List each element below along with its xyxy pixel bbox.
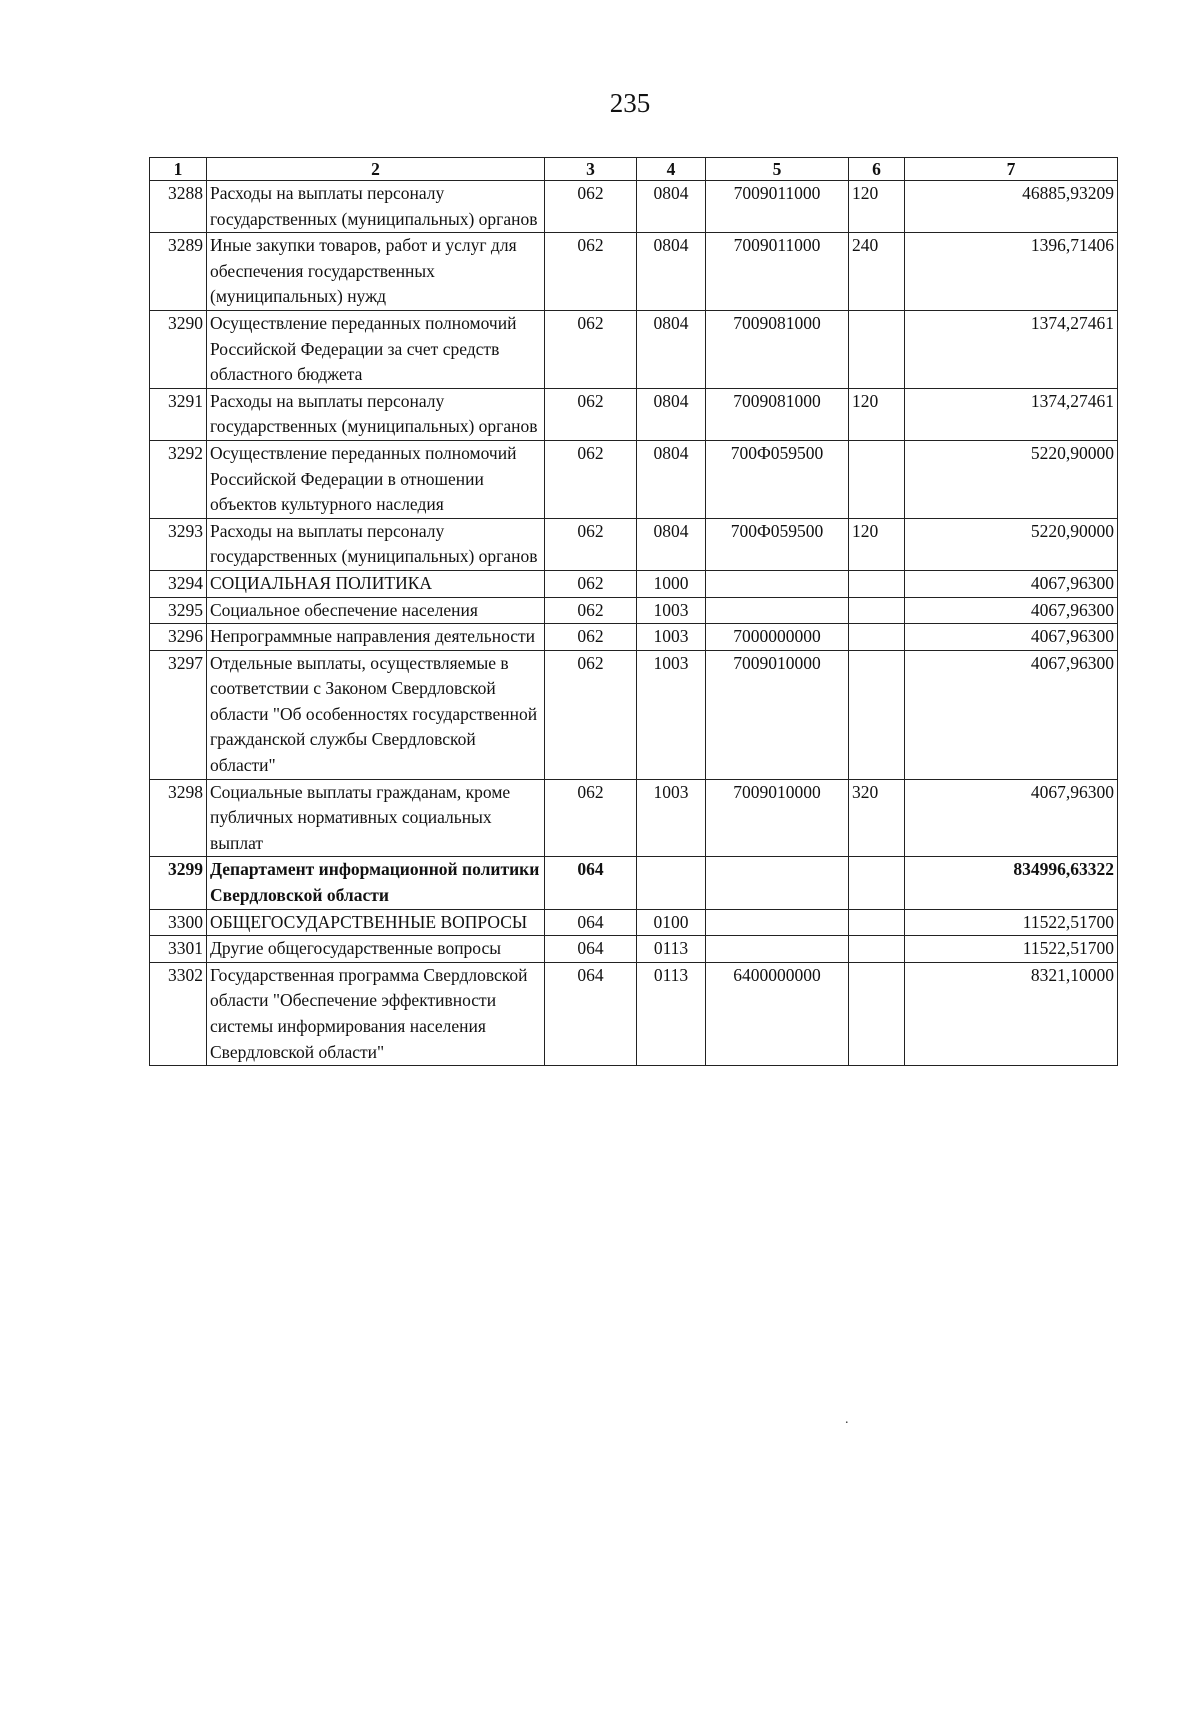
column-header: 6 (849, 158, 905, 181)
row-number: 3301 (150, 936, 207, 963)
code-6 (849, 624, 905, 651)
code-4: 1003 (637, 597, 706, 624)
table-row (150, 624, 1118, 651)
code-5: 6400000000 (706, 962, 849, 1065)
expense-name: Расходы на выплаты персоналу государственных (муниципальных) органов (207, 518, 545, 570)
code-3: 062 (545, 181, 637, 233)
row-number: 3300 (150, 909, 207, 936)
code-5: 7000000000 (706, 624, 849, 651)
code-5 (706, 857, 849, 909)
amount: 1374,27461 (905, 388, 1118, 440)
code-6 (849, 936, 905, 963)
amount: 4067,96300 (905, 597, 1118, 624)
amount: 11522,51700 (905, 936, 1118, 963)
amount: 46885,93209 (905, 181, 1118, 233)
code-6: 240 (849, 233, 905, 311)
amount: 4067,96300 (905, 779, 1118, 857)
table-row (150, 181, 1118, 233)
row-number: 3293 (150, 518, 207, 570)
amount: 11522,51700 (905, 909, 1118, 936)
code-3: 062 (545, 650, 637, 779)
amount: 8321,10000 (905, 962, 1118, 1065)
column-header: 4 (637, 158, 706, 181)
code-6: 120 (849, 388, 905, 440)
expense-name: Государственная программа Свердловской области "Обеспечение эффективности системы информирования населения Свердловской области" (207, 962, 545, 1065)
table-row (150, 597, 1118, 624)
code-3: 062 (545, 440, 637, 518)
expense-name: Осуществление переданных полномочий Российской Федерации в отношении объектов культурного наследия (207, 440, 545, 518)
expense-name: СОЦИАЛЬНАЯ ПОЛИТИКА (207, 570, 545, 597)
row-number: 3297 (150, 650, 207, 779)
code-3: 062 (545, 570, 637, 597)
row-number: 3290 (150, 310, 207, 388)
code-5 (706, 936, 849, 963)
table-row (150, 962, 1118, 1065)
code-6 (849, 310, 905, 388)
code-4 (637, 857, 706, 909)
amount: 4067,96300 (905, 650, 1118, 779)
code-5 (706, 570, 849, 597)
budget-table (149, 157, 1118, 1066)
code-5: 7009011000 (706, 233, 849, 311)
table-row (150, 310, 1118, 388)
stray-mark: . (845, 1412, 849, 1427)
code-4: 0100 (637, 909, 706, 936)
code-6 (849, 597, 905, 624)
code-4: 0804 (637, 440, 706, 518)
row-number: 3291 (150, 388, 207, 440)
code-4: 0113 (637, 962, 706, 1065)
code-6 (849, 962, 905, 1065)
row-number: 3298 (150, 779, 207, 857)
expense-name: Расходы на выплаты персоналу государственных (муниципальных) органов (207, 388, 545, 440)
code-5: 700Ф059500 (706, 440, 849, 518)
expense-name: Расходы на выплаты персоналу государственных (муниципальных) органов (207, 181, 545, 233)
column-header: 5 (706, 158, 849, 181)
table-row (150, 650, 1118, 779)
row-number: 3292 (150, 440, 207, 518)
code-3: 062 (545, 310, 637, 388)
row-number: 3288 (150, 181, 207, 233)
row-number: 3295 (150, 597, 207, 624)
code-6 (849, 857, 905, 909)
column-header: 3 (545, 158, 637, 181)
row-number: 3296 (150, 624, 207, 651)
code-5: 700Ф059500 (706, 518, 849, 570)
code-5: 7009011000 (706, 181, 849, 233)
amount: 4067,96300 (905, 570, 1118, 597)
expense-name: Иные закупки товаров, работ и услуг для обеспечения государственных (муниципальных) нужд (207, 233, 545, 311)
code-3: 064 (545, 936, 637, 963)
amount: 5220,90000 (905, 440, 1118, 518)
expense-name: Департамент информационной политики Свердловской области (207, 857, 545, 909)
expense-name: Осуществление переданных полномочий Российской Федерации за счет средств областного бюджета (207, 310, 545, 388)
code-5 (706, 909, 849, 936)
code-4: 0804 (637, 181, 706, 233)
code-6 (849, 570, 905, 597)
code-6 (849, 650, 905, 779)
table-row (150, 936, 1118, 963)
table-row (150, 570, 1118, 597)
amount: 4067,96300 (905, 624, 1118, 651)
table-row (150, 909, 1118, 936)
row-number: 3299 (150, 857, 207, 909)
code-4: 1003 (637, 650, 706, 779)
amount: 1396,71406 (905, 233, 1118, 311)
expense-name: Социальное обеспечение населения (207, 597, 545, 624)
column-header: 2 (207, 158, 545, 181)
code-3: 064 (545, 909, 637, 936)
table-row (150, 233, 1118, 311)
code-5: 7009010000 (706, 650, 849, 779)
code-4: 0804 (637, 310, 706, 388)
expense-name: Социальные выплаты гражданам, кроме публичных нормативных социальных выплат (207, 779, 545, 857)
table-row (150, 388, 1118, 440)
row-number: 3289 (150, 233, 207, 311)
code-5: 7009081000 (706, 388, 849, 440)
code-6 (849, 440, 905, 518)
row-number: 3294 (150, 570, 207, 597)
code-5: 7009010000 (706, 779, 849, 857)
page-number: 235 (609, 88, 651, 118)
code-4: 0804 (637, 388, 706, 440)
expense-name: ОБЩЕГОСУДАРСТВЕННЫЕ ВОПРОСЫ (207, 909, 545, 936)
code-5 (706, 597, 849, 624)
code-3: 062 (545, 233, 637, 311)
code-6: 120 (849, 518, 905, 570)
code-3: 062 (545, 388, 637, 440)
table-row (150, 518, 1118, 570)
code-3: 062 (545, 518, 637, 570)
row-number: 3302 (150, 962, 207, 1065)
expense-name: Отдельные выплаты, осуществляемые в соответствии с Законом Свердловской области "Об особенностях государственной гражданской службы Свердловской области" (207, 650, 545, 779)
code-4: 0113 (637, 936, 706, 963)
table-row (150, 779, 1118, 857)
amount: 5220,90000 (905, 518, 1118, 570)
expense-name: Непрограммные направления деятельности (207, 624, 545, 651)
column-header: 1 (150, 158, 207, 181)
code-6: 320 (849, 779, 905, 857)
code-4: 0804 (637, 233, 706, 311)
code-4: 1000 (637, 570, 706, 597)
code-6: 120 (849, 181, 905, 233)
table-row (150, 857, 1118, 909)
amount: 1374,27461 (905, 310, 1118, 388)
code-4: 1003 (637, 779, 706, 857)
table-header-row (150, 158, 1118, 181)
table-row (150, 440, 1118, 518)
code-3: 062 (545, 597, 637, 624)
code-5: 7009081000 (706, 310, 849, 388)
code-3: 062 (545, 779, 637, 857)
table-body (150, 181, 1118, 1066)
column-header: 7 (905, 158, 1118, 181)
code-3: 064 (545, 962, 637, 1065)
code-3: 064 (545, 857, 637, 909)
code-4: 0804 (637, 518, 706, 570)
amount: 834996,63322 (905, 857, 1118, 909)
code-3: 062 (545, 624, 637, 651)
code-4: 1003 (637, 624, 706, 651)
code-6 (849, 909, 905, 936)
expense-name: Другие общегосударственные вопросы (207, 936, 545, 963)
